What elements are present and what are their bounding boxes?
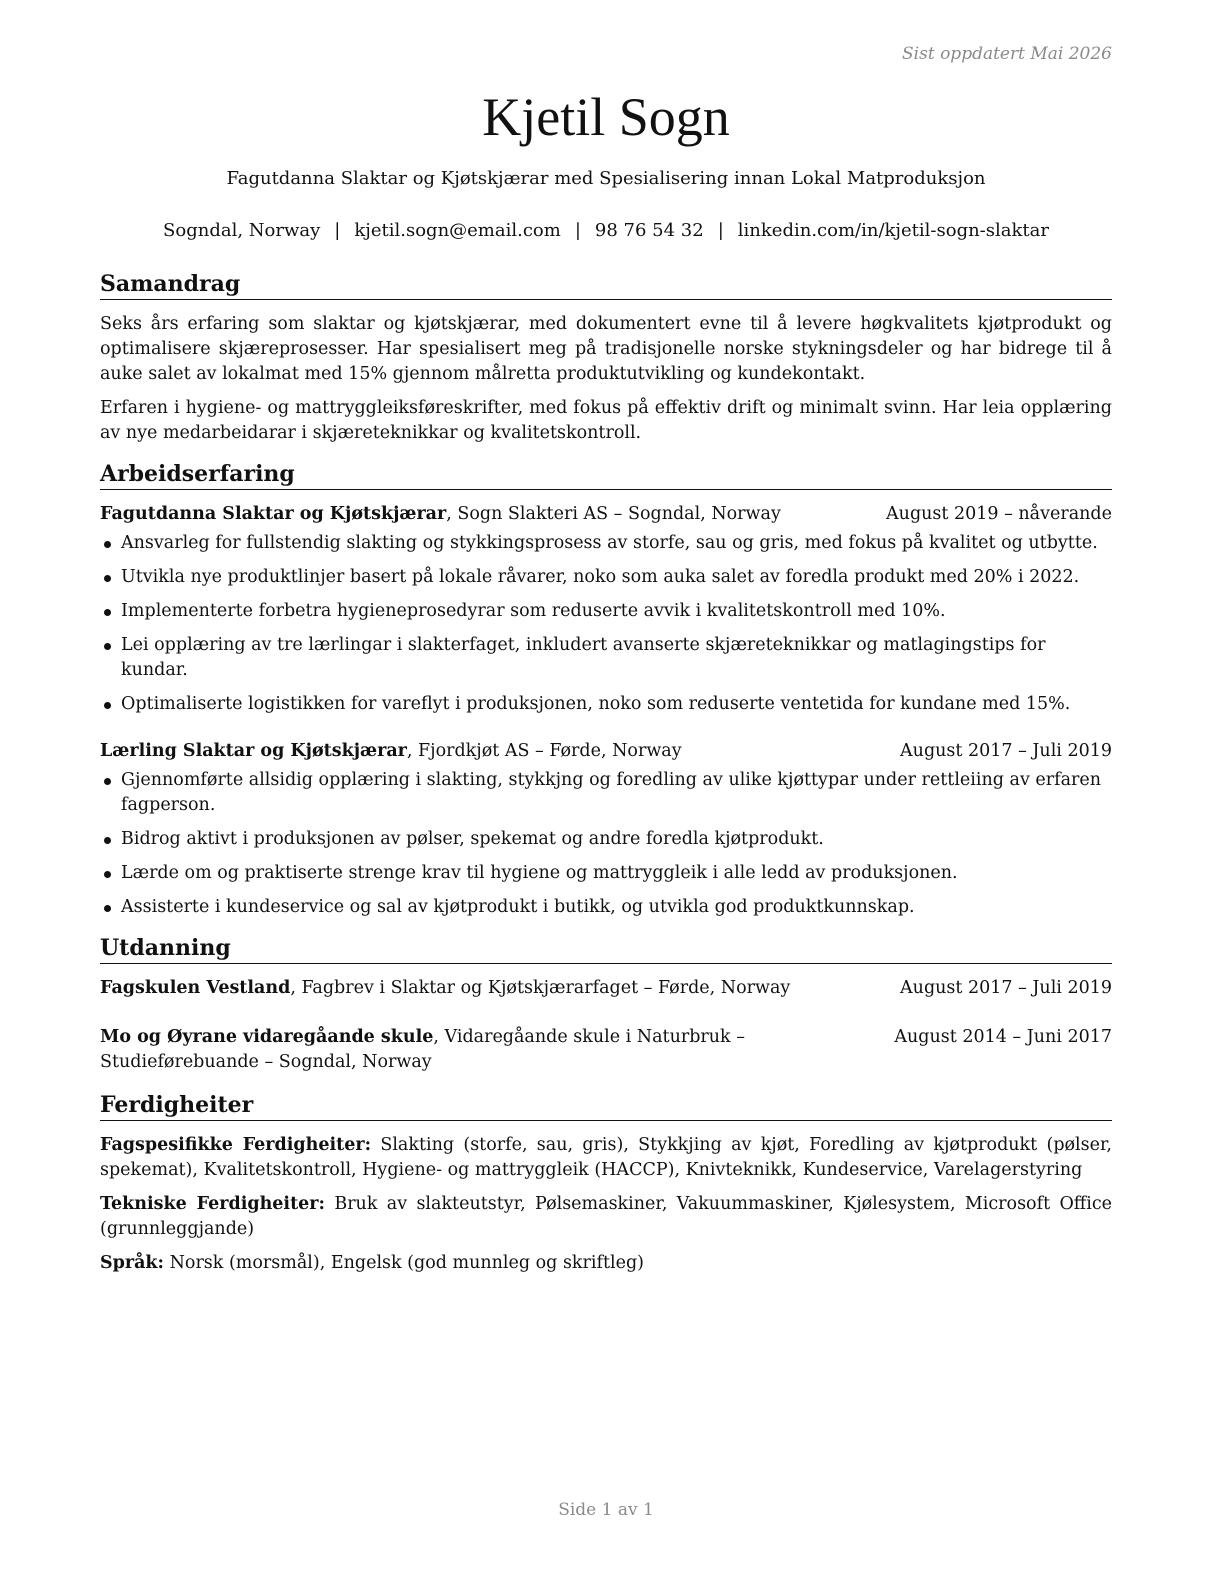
skill-group [100,1192,1112,1242]
summary-paragraph: Seks års erfaring som slaktar og kjøtskjærar, med dokumentert evne til å levere høgkvalitets kjøtprodukt og optimalisere skjæreprosesser. Har spesialisert meg på tradisjonelle norske stykningsdeler og har bidrege til å auke salet av lokalmat med 15% gjennom målretta produktutvikling og kundekontakt. [100,314,1112,384]
summary-paragraph: Erfaren i hygiene- og mattryggleiksføreskrifter, med fokus på effektiv drift og minimalt svinn. Har leia opplæring av nye medarbeidarar i skjæreteknikkar og kvalitetskontroll. [100,398,1112,443]
skill-label: Tekniske Ferdigheiter: [100,1194,325,1214]
contact-linkedin[interactable]: linkedin.com/in/kjetil-sogn-slaktar [737,220,1049,241]
bullet-text: Gjennomførte allsidig opplæring i slakting, stykkjng og foredling av ulike kjøttypar under rettleiing av erfaren fagperson. [121,770,1102,815]
contact-line [100,219,1112,243]
resume-body [100,270,1112,1285]
job-header [100,739,1112,764]
job-title: Fagutdanna Slaktar og Kjøtskjærar [100,504,447,524]
tagline: Fagutdanna Slaktar og Kjøtskjærar med Spesialisering innan Lokal Matproduksjon [226,168,986,189]
education-entry [100,976,1112,1001]
skill-label: Språk: [100,1253,165,1273]
skill-text: Norsk (morsmål), Engelsk (god munnleg og skriftleg) [164,1253,644,1273]
section-heading: Utdanning [100,934,1112,964]
page-number: Side 1 av 1 [558,1500,654,1520]
bullet-icon [104,643,111,650]
job-dates: August 2019 – nåverande [886,504,1112,524]
skills-section [100,1091,1112,1276]
job-dates: August 2017 – Juli 2019 [900,741,1112,761]
last-updated: Sist oppdatert Mai 2026 [902,44,1112,64]
education-details: , Vidaregåande skule i Naturbruk – Studieførebuande – Sogndal, Norway [100,1027,745,1072]
bullet-icon [104,871,111,878]
bullet-icon [104,575,111,582]
skill-text: Slakting (storfe, sau, gris), Stykkjing av kjøt, Foredling av kjøtprodukt (pølser, spekemat), Kvalitetskontroll, Hygiene- og mattryggleik (HACCP), Knivteknikk, Kundeservice, Varelagerstyring [100,1135,1112,1180]
job-title: Lærling Slaktar og Kjøtskjærar [100,741,407,761]
bullet-text: Lærde om og praktiserte strenge krav til hygiene og mattryggleik i alle ledd av produksjonen. [121,863,958,883]
bullet-icon [104,609,111,616]
job-bullets [100,531,1112,717]
contact-separator: | [574,220,581,241]
skill-group [100,1251,1112,1276]
bullet-text: Ansvarleg for fullstendig slakting og stykkingsprosess av storfe, sau og gris, med fokus på kvalitet og utbytte. [121,533,1098,553]
contact-email[interactable]: kjetil.sogn@email.com [354,220,561,241]
summary-section [100,270,1112,446]
education-section [100,934,1112,1075]
skill-text: Bruk av slakteutstyr, Pølsemaskiner, Vakuummaskiner, Kjølesystem, Microsoft Office (grunnleggjande) [100,1194,1112,1239]
bullet-icon [104,837,111,844]
bullet-text: Bidrog aktivt i produksjonen av pølser, spekemat og andre foredla kjøtprodukt. [121,829,824,849]
job-details: , Fjordkjøt AS – Førde, Norway [406,741,682,761]
list-item [100,895,1112,920]
bullet-text: Lei opplæring av tre lærlingar i slakterfaget, inkludert avanserte skjæreteknikkar og matlagingstips for kundar. [121,635,1046,680]
list-item [100,827,1112,852]
bullet-text: Optimaliserte logistikken for vareflyt i produksjonen, noko som reduserte ventetida for kundane med 15%. [121,694,1071,714]
section-heading: Ferdigheiter [100,1091,1112,1121]
education-entry [100,1025,1112,1075]
job-details: , Sogn Slakteri AS – Sogndal, Norway [446,504,781,524]
job-entry [100,502,1112,717]
school-name: Fagskulen Vestland [100,978,291,998]
list-item [100,861,1112,886]
bullet-text: Assisterte i kundeservice og sal av kjøtprodukt i butikk, og utvikla god produktkunnskap. [121,897,915,917]
experience-section [100,460,1112,920]
list-item [100,768,1112,818]
job-header [100,502,1112,527]
bullet-icon [104,702,111,709]
bullet-text: Utvikla nye produktlinjer basert på lokale råvarer, noko som auka salet av foredla produkt med 20% i 2022. [121,567,1080,587]
section-heading: Arbeidserfaring [100,460,1112,490]
list-item [100,633,1112,683]
contact-separator: | [717,220,724,241]
contact-separator: | [334,220,341,241]
job-entry [100,739,1112,920]
section-heading: Samandrag [100,270,1112,300]
bullet-icon [104,778,111,785]
education-dates: August 2017 – Juli 2019 [900,978,1112,998]
list-item [100,565,1112,590]
list-item [100,692,1112,717]
candidate-name: Kjetil Sogn [482,87,730,147]
bullet-text: Implementerte forbetra hygieneprosedyrar som reduserte avvik i kvalitetskontroll med 10%. [121,601,946,621]
school-name: Mo og Øyrane vidaregåande skule [100,1027,434,1047]
skill-group [100,1133,1112,1183]
education-dates: August 2014 – Juni 2017 [894,1027,1112,1047]
contact-phone: 98 76 54 32 [594,220,704,241]
contact-location: Sogndal, Norway [163,220,321,241]
education-details: , Fagbrev i Slaktar og Kjøtskjærarfaget – Førde, Norway [290,978,791,998]
bullet-icon [104,541,111,548]
bullet-icon [104,905,111,912]
skill-label: Fagspesifikke Ferdigheiter: [100,1135,372,1155]
list-item [100,531,1112,556]
job-bullets [100,768,1112,920]
list-item [100,599,1112,624]
resume-page [100,0,1112,1584]
